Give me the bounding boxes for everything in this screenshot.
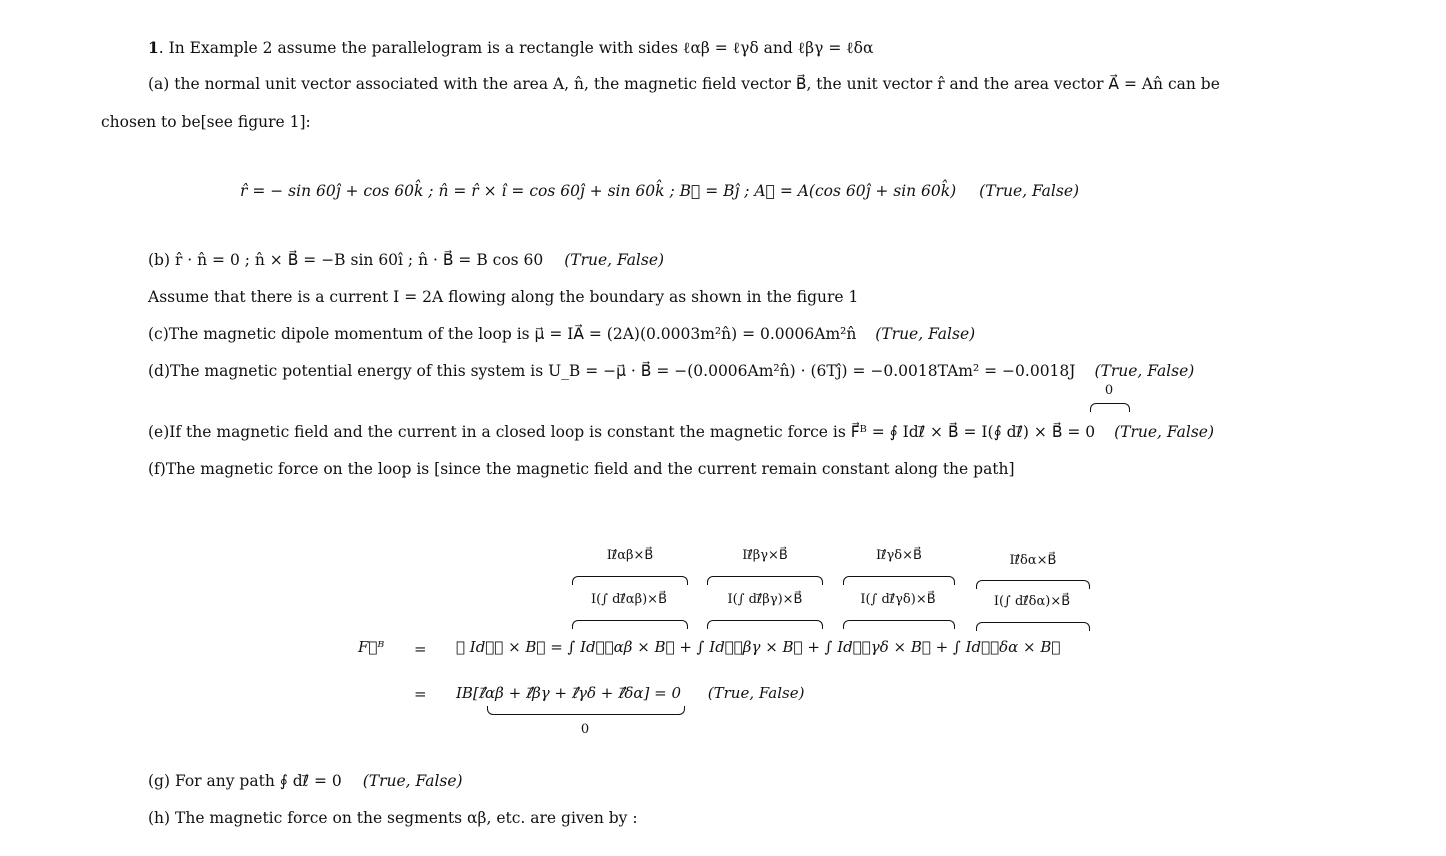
part-b [148, 251, 664, 269]
overbrace-outer [707, 576, 823, 585]
part-a-equation-body: r̂ = − sin 60ĵ + cos 60k̂ ; n̂ = r̂ × î = cos 60ĵ + sin 60k̂ ; B⃗ = Bĵ ; A⃗ = A(cos 60ĵ + sin 60k̂) [240, 182, 957, 200]
equals-sign-1: = [414, 640, 427, 658]
part-a-line2: chosen to be[see figure 1]: [101, 113, 311, 131]
overbrace-outer [976, 580, 1090, 589]
force-sum-expression: ∮ Idℓ⃗ × B⃗ = ∫ Idℓ⃗αβ × B⃗ + ∫ Idℓ⃗βγ × B⃗ + ∫ Idℓ⃗γδ × B⃗ + ∫ Idℓ⃗δα × B⃗ [456, 638, 1061, 656]
part-a-line1: (a) the normal unit vector associated with the area A, n̂, the magnetic field vector B⃗, the unit vector r̂ and the area vector A⃗ = An̂ can be [148, 75, 1220, 93]
part-c-text: (c)The magnetic dipole momentum of the loop is μ⃗ = IA⃗ = (2A)(0.0003m²n̂) = 0.0006Am²n̂ [148, 325, 857, 343]
part-c-true-false: (True, False) [875, 325, 976, 343]
problem-number: 1 [148, 38, 159, 57]
part-a-equation [240, 182, 1079, 200]
part-d-text: (d)The magnetic potential energy of this system is U_B = −μ⃗ · B⃗ = −(0.0006Am²n̂) · (6Tĵ) = −0.0018TAm² = −0.0018J [148, 362, 1076, 380]
overbrace-inner [572, 620, 688, 629]
overbrace-top-label: Iℓ⃗δα×B⃗ [1009, 553, 1057, 568]
overbrace-top-label: Iℓ⃗βγ×B⃗ [742, 548, 788, 563]
force-lhs: F⃗ᴮ [358, 638, 385, 656]
force-result-row [456, 684, 804, 702]
current-statement: Assume that there is a current I = 2A flowing along the boundary as shown in the figure 1 [148, 288, 859, 306]
problem-heading [148, 38, 873, 58]
part-e-overbrace-label: 0 [1104, 383, 1114, 398]
part-d-true-false: (True, False) [1094, 362, 1195, 380]
overbrace-mid-label: I(∫ dℓ⃗βγ)×B⃗ [727, 592, 803, 607]
part-f-true-false: (True, False) [707, 684, 805, 702]
overbrace-inner [976, 622, 1090, 631]
overbrace-mid-label: I(∫ dℓ⃗γδ)×B⃗ [860, 592, 936, 607]
overbrace-inner [707, 620, 823, 629]
part-b-text: (b) r̂ · n̂ = 0 ; n̂ × B⃗ = −B sin 60î ; n̂ · B⃗ = B cos 60 [148, 251, 544, 269]
overbrace-mid-label: I(∫ dℓ⃗δα)×B⃗ [993, 594, 1071, 609]
part-d [148, 362, 1194, 380]
part-h-text: (h) The magnetic force on the segments αβ, etc. are given by : [148, 809, 638, 827]
overbrace-mid-label: I(∫ dℓ⃗αβ)×B⃗ [591, 592, 667, 607]
part-e-true-false: (True, False) [1114, 423, 1214, 441]
overbrace-inner [843, 620, 955, 629]
overbrace-outer [572, 576, 688, 585]
part-c [148, 325, 975, 343]
part-g-true-false: (True, False) [362, 772, 463, 790]
underbrace [487, 706, 685, 715]
part-e [148, 423, 1214, 441]
part-e-overbrace [1090, 403, 1130, 412]
part-f-text: (f)The magnetic force on the loop is [since the magnetic field and the current remain constant along the path] [148, 460, 1015, 478]
underbrace-label: 0 [580, 722, 590, 737]
part-g [148, 772, 463, 790]
part-b-true-false: (True, False) [564, 251, 665, 269]
overbrace-top-label: Iℓ⃗γδ×B⃗ [876, 548, 922, 563]
part-e-text: (e)If the magnetic field and the current in a closed loop is constant the magnetic force is F⃗ᴮ = ∮ Idℓ⃗ × B⃗ = I(∮ dℓ⃗) × B⃗ = 0 [148, 423, 1096, 441]
part-g-text: (g) For any path ∮ dℓ⃗ = 0 [148, 772, 342, 790]
equals-sign-2: = [414, 685, 427, 703]
part-a-true-false: (True, False) [979, 182, 1080, 200]
force-result-expression: IB[ℓ⃗αβ + ℓ⃗βγ + ℓ⃗γδ + ℓ⃗δα] = 0 [456, 684, 681, 702]
overbrace-outer [843, 576, 955, 585]
problem-heading-text: . In Example 2 assume the parallelogram is a rectangle with sides ℓαβ = ℓγδ and ℓβγ = ℓδα [158, 39, 874, 57]
overbrace-top-label: Iℓ⃗αβ×B⃗ [606, 548, 654, 563]
